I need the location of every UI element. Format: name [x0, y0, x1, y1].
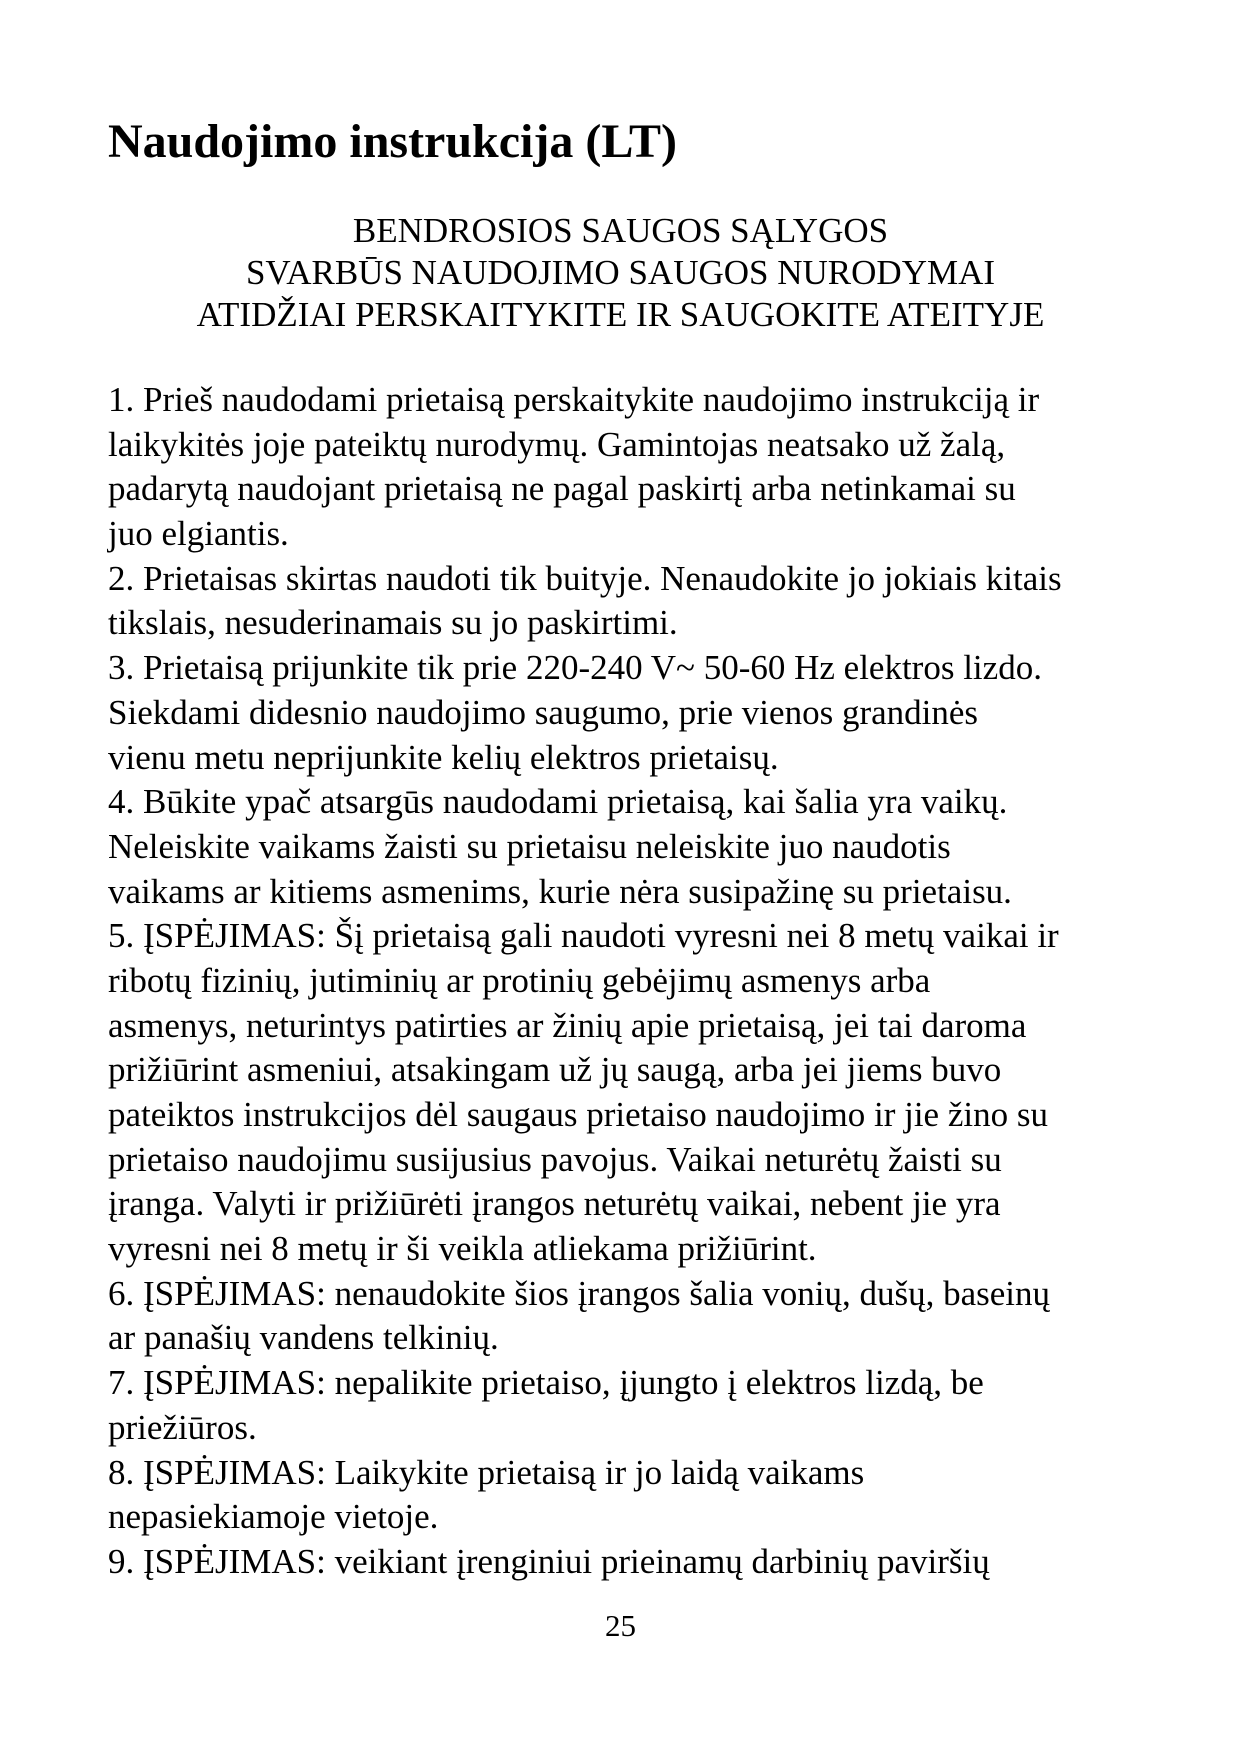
- body-line: 3. Prietaisą prijunkite tik prie 220-240 V~ 50-60 Hz elektros lizdo.: [108, 648, 1042, 688]
- body-line: Siekdami didesnio naudojimo saugumo, prie vienos grandinės: [108, 692, 979, 732]
- body-line: priežiūros.: [108, 1407, 257, 1447]
- body-line: 8. ĮSPĖJIMAS: Laikykite prietaisą ir jo laidą vaikams: [108, 1452, 865, 1492]
- body-line: 9. ĮSPĖJIMAS: veikiant įrenginiui prieinamų darbinių paviršių: [108, 1541, 990, 1581]
- body-line: ar panašių vandens telkinių.: [108, 1318, 499, 1358]
- body-line: 5. ĮSPĖJIMAS: Šį prietaisą gali naudoti vyresni nei 8 metų vaikai ir: [108, 916, 1059, 956]
- body-line: tikslais, nesuderinamais su jo paskirtimi.: [108, 603, 678, 643]
- body-line: padarytą naudojant prietaisą ne pagal paskirtį arba netinkamai su: [108, 469, 1016, 509]
- body-line: 4. Būkite ypač atsargūs naudodami prietaisą, kai šalia yra vaikų.: [108, 782, 1008, 822]
- body-line: juo elgiantis.: [108, 514, 289, 554]
- body-line: Neleiskite vaikams žaisti su prietaisu neleiskite juo naudotis: [108, 826, 951, 866]
- page-number: 25: [605, 1608, 636, 1643]
- page-title: Naudojimo instrukcija (LT): [108, 115, 677, 168]
- safety-instructions-body: [108, 378, 1178, 1585]
- heading-read-carefully: ATIDŽIAI PERSKAITYKITE IR SAUGOKITE ATEITYJE: [196, 295, 1045, 334]
- body-line: ribotų fizinių, jutiminių ar protinių gebėjimų asmenys arba: [108, 960, 931, 1000]
- body-line: prietaiso naudojimu susijusius pavojus. Vaikai neturėtų žaisti su: [108, 1139, 1002, 1179]
- body-line: vaikams ar kitiems asmenims, kurie nėra susipažinę su prietaisu.: [108, 871, 1012, 911]
- body-line: 7. ĮSPĖJIMAS: nepalikite prietaiso, įjungto į elektros lizdą, be: [108, 1363, 984, 1403]
- body-line: 6. ĮSPĖJIMAS: nenaudokite šios įrangos šalia vonių, dušų, baseinų: [108, 1273, 1051, 1313]
- body-line: pateiktos instrukcijos dėl saugaus prietaiso naudojimo ir jie žino su: [108, 1095, 1048, 1134]
- body-line: vienu metu neprijunkite kelių elektros prietaisų.: [108, 737, 779, 777]
- body-line: įranga. Valyti ir prižiūrėti įrangos neturėtų vaikai, nebent jie yra: [108, 1184, 1001, 1224]
- heading-general-safety: BENDROSIOS SAUGOS SĄLYGOS: [352, 211, 889, 250]
- heading-important-instructions: SVARBŪS NAUDOJIMO SAUGOS NURODYMAI: [245, 253, 996, 292]
- body-line: prižiūrint asmeniui, atsakingam už jų saugą, arba jei jiems buvo: [108, 1050, 1002, 1090]
- body-line: 2. Prietaisas skirtas naudoti tik buityje. Nenaudokite jo jokiais kitais: [108, 558, 1062, 598]
- body-line: nepasiekiamoje vietoje.: [108, 1497, 439, 1537]
- body-line: 1. Prieš naudodami prietaisą perskaitykite naudojimo instrukciją ir: [108, 380, 1040, 419]
- body-line: vyresni nei 8 metų ir ši veikla atliekama prižiūrint.: [108, 1229, 817, 1269]
- safety-headings: [0, 210, 1241, 336]
- body-line: laikykitės joje pateiktų nurodymų. Gamintojas neatsako už žalą,: [108, 424, 1006, 464]
- body-line: asmenys, neturintys patirties ar žinių apie prietaisą, jei tai daroma: [108, 1005, 1027, 1045]
